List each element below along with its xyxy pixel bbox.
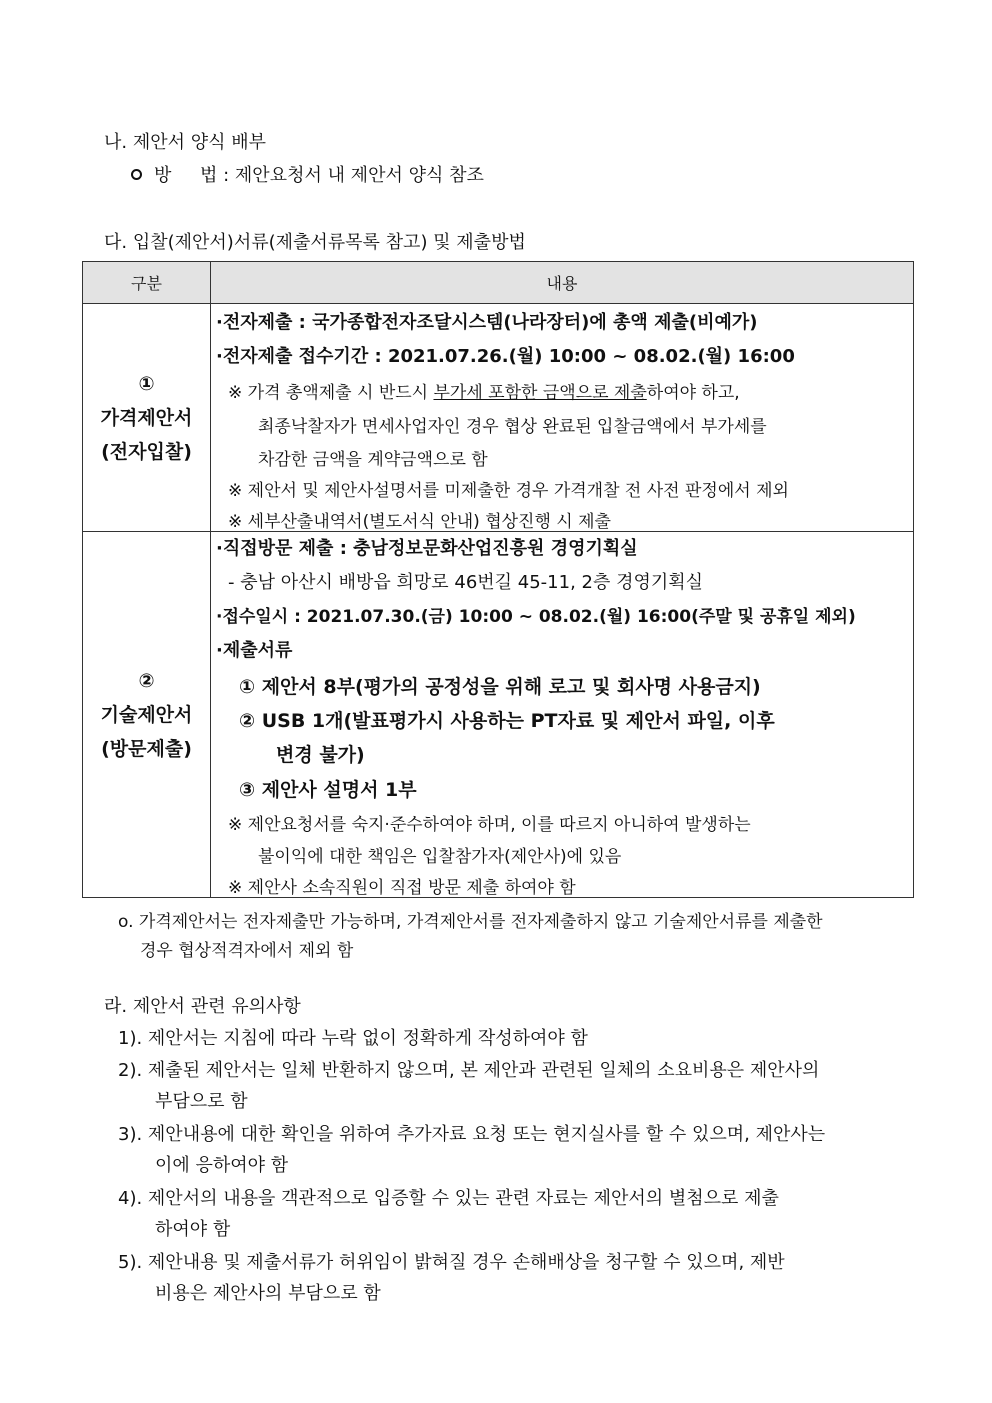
section-na-method xyxy=(131,161,484,187)
table-line: ·접수일시 : 2021.07.30.(금) 10:00 ~ 08.02.(월) 16:00(주말 및 공휴일 제외) xyxy=(216,607,856,627)
table-line: ※ 가격 총액제출 시 반드시 부가세 포함한 금액으로 제출하여야 하고, xyxy=(228,383,740,403)
row-number: ② xyxy=(138,669,155,692)
table-line: ·전자제출 : 국가종합전자조달시스템(나라장터)에 총액 제출(비예가) xyxy=(216,312,758,333)
table-line: ※ 제안사 소속직원이 직접 방문 제출 하여야 함 xyxy=(228,878,576,898)
table-header-content: 내용 xyxy=(211,262,914,304)
row-name: 기술제안서 xyxy=(100,703,193,726)
method-text: : 제안요청서 내 제안서 양식 참조 xyxy=(223,165,484,186)
row-number: ① xyxy=(138,372,155,395)
row-price-proposal-content xyxy=(211,304,914,532)
list-item: 4). 제안서의 내용을 객관적으로 입증할 수 있는 관련 자료는 제안서의 별첨으로 제출 xyxy=(118,1188,779,1209)
list-item-cont: 이에 응하여야 함 xyxy=(155,1155,289,1176)
table-footnote-line2: 경우 협상적격자에서 제외 함 xyxy=(140,941,354,961)
table-line: ·전자제출 접수기간 : 2021.07.26.(월) 10:00 ~ 08.02.(월) 16:00 xyxy=(216,346,795,367)
table-footnote-line1: o. 가격제안서는 전자제출만 가능하며, 가격제안서를 전자제출하지 않고 기술제안서류를 제출한 xyxy=(118,912,823,932)
list-item-cont: 하여야 함 xyxy=(155,1219,231,1240)
method-label: 방 법 xyxy=(154,165,218,186)
list-item: 5). 제안내용 및 제출서류가 허위임이 밝혀질 경우 손해배상을 청구할 수 있으며, 제반 xyxy=(118,1252,785,1273)
list-item: 1). 제안서는 지침에 따라 누락 없이 정확하게 작성하여야 함 xyxy=(118,1028,588,1049)
table-line: ① 제안서 8부(평가의 공정성을 위해 로고 및 회사명 사용금지) xyxy=(239,676,761,698)
circle-bullet-icon xyxy=(131,169,142,180)
table-line: ③ 제안사 설명서 1부 xyxy=(239,779,417,801)
list-item-cont: 부담으로 함 xyxy=(155,1091,248,1112)
table-line: ② USB 1개(발표평가시 사용하는 PT자료 및 제안서 파일, 이후 xyxy=(239,710,775,732)
list-item-cont: 비용은 제안사의 부담으로 함 xyxy=(155,1283,381,1304)
section-na-title: 나. 제안서 양식 배부 xyxy=(104,132,266,153)
table-line: ·직접방문 제출 : 충남정보문화산업진흥원 경영기획실 xyxy=(216,538,638,559)
table-header-category: 구분 xyxy=(83,262,211,304)
list-item: 2). 제출된 제안서는 일체 반환하지 않으며, 본 제안과 관련된 일체의 소요비용은 제안사의 xyxy=(118,1060,820,1081)
submission-table xyxy=(82,261,914,898)
table-line: ※ 제안서 및 제안사설명서를 미제출한 경우 가격개찰 전 사전 판정에서 제외 xyxy=(228,481,789,501)
row-sub: (방문제출) xyxy=(101,737,192,760)
table-line: - 충남 아산시 배방읍 희망로 46번길 45-11, 2층 경영기획실 xyxy=(228,572,704,593)
table-line: ※ 세부산출내역서(별도서식 안내) 협상진행 시 제출 xyxy=(228,512,611,532)
table-line: 최종낙찰자가 면세사업자인 경우 협상 완료된 입찰금액에서 부가세를 xyxy=(258,417,767,437)
row-tech-proposal-content xyxy=(211,532,914,898)
table-line: ※ 제안요청서를 숙지·준수하여야 하며, 이를 따르지 아니하여 발생하는 xyxy=(228,815,751,835)
section-da-title: 다. 입찰(제안서)서류(제출서류목록 참고) 및 제출방법 xyxy=(104,232,526,253)
table-line: 변경 불가) xyxy=(276,744,365,766)
section-ra-title: 라. 제안서 관련 유의사항 xyxy=(104,996,301,1017)
table-line: 불이익에 대한 책임은 입찰참가자(제안사)에 있음 xyxy=(258,847,622,867)
list-item: 3). 제안내용에 대한 확인을 위하여 추가자료 요청 또는 현지실사를 할 수 있으며, 제안사는 xyxy=(118,1124,826,1145)
table-line: ·제출서류 xyxy=(216,640,293,661)
row-sub: (전자입찰) xyxy=(101,440,192,463)
table-line: 차감한 금액을 계약금액으로 함 xyxy=(258,450,488,470)
row-tech-proposal-label xyxy=(83,532,211,898)
row-name: 가격제안서 xyxy=(100,406,193,429)
row-price-proposal-label xyxy=(83,304,211,532)
